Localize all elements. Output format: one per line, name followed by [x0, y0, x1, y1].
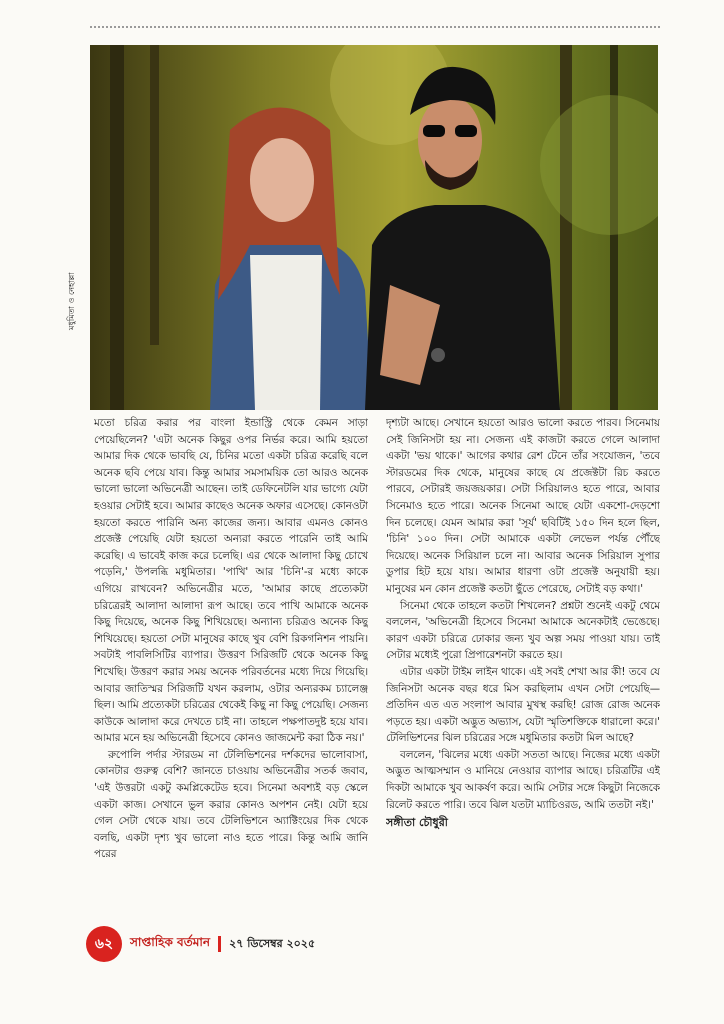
author-name: সঙ্গীতা চৌধুরী: [386, 816, 448, 830]
article-paragraph: দৃশ্যটা আছে। সেখানে হয়তো আরও ভালো করতে পারব। সিনেমায় সেই জিনিসটা হয় না। সেজন্য এই কাজটা করতে গেলে আলাদা একটা 'ভয় থাকে।' আগের কথার রেশ টেনে তাঁর সংযোজন, 'তবে স্টারডমের দিক থেকে, মানুষের কাছে যে প্রজেক্টটা রিচ করতে পারবে, সেটারই জয়জয়কার। সেটা সিরিয়ালও হতে পারে, আবার সিনেমাও হতে পারে। অনেক সিনেমা আছে যেটা একশো-দেড়শো দিন চলেছে। যেমন আমার করা 'সূর্য' ছবিটিই ১৫০ দিন হলে ছিল, 'চিনি' ১০০ দিন। সেটা আমাকে একটা লেভেল পর্যন্ত পৌঁছে দিয়েছে। অনেক সিরিয়াল চলে না। আবার অনেক সিরিয়াল সুপার ডুপার হিট হয়ে যায়। আমার ধারণা ওটা প্রজেক্ট অনুযায়ী হয়। মানুষের মন কোন প্রজেক্ট কতটা ছুঁতে পেরেছে, সেটাই বড় কথা।': [386, 417, 660, 595]
publication-name: সাপ্তাহিক বর্তমান: [130, 935, 211, 949]
article-paragraph: এটার একটা টাইম লাইন থাকে। এই সবই শেখা আর কী! তবে যে জিনিসটা অনেক বছর ধরে মিস করছিলাম এখন সেটা পেয়েছি— প্রতিদিন এত এত সংলাপ আবার মুখস্থ করছি! রোজ রোজ অনেক পড়তে হয়। একটা অদ্ভুত অভ্যাস, যেটা স্মৃতিশক্তিকে ধারালো করে।' টেলিভিশনের ঝিল চরিত্রের সঙ্গে মধুমিতার কতটা মিল আছে?: [386, 665, 660, 745]
issue-date: ২৭ ডিসেম্বর ২০২৫: [229, 936, 316, 950]
footer-separator: [218, 936, 221, 952]
article-paragraph: মতো চরিত্র করার পর বাংলা ইন্ডাস্ট্রি থেকে কেমন সাড়া পেয়েছিলেন? 'এটা অনেক কিছুর ওপর নির্ভর করে। আমি হয়তো আমার দিক থেকে ভাবছি যে, চিনির মতো একটা চরিত্র করেছি বলে অনেক ছবি পেয়ে যাব। কিন্তু আমার সমসাময়িক তো আরও অনেক ভালো ভালো অভিনেত্রী আছেন। তাই ডেফিনেটলি যার ভাগ্যে যেটা হওয়ার সেটাই হবে। আমার কাছেও অনেক অফার এসেছে। কোনওটা হয়তো করতে পারিনি অন্য কাজের জন্য। আবার এমনও কোনও প্রজেক্ট পেয়েছি যেটা হয়তো অন্যরা করতে পারেনি তাই আমি করেছি। এ ভাবেই কাজ করে চলেছি। এর থেকে আলাদা কিছু চোখে পড়েনি,' উপলব্ধি মধুমিতার। 'পাখি' আর 'চিনি'-র মধ্যে কাকে এগিয়ে রাখবেন? অভিনেত্রীর মতে, 'আমার কাছে প্রত্যেকটা চরিত্রেরই আলাদা আলাদা রূপ আছে। তবে পাখি আমাকে অনেক কিছু দিয়েছে, অনেক কিছু শিখিয়েছে। অন্যান্য চরিত্রও অনেক কিছু শিখিয়েছে। হয়তো সেটা মানুষের কাছে খুব বেশি রিকগনিশন পায়নি। সবটাই পাবলিসিটির ব্যাপার। উত্তরণ সিরিজটি থেকে অনেক কিছু শিখেছি। উত্তরণ করার সময় অনেক পরিবর্তনের মধ্যে দিয়ে গিয়েছি। আবার জাতিস্মর সিরিজটি যখন করলাম, ওটার অন্যরকম চ্যালেঞ্জ ছিল। আমি প্রত্যেকটা চরিত্রের থেকেই কিছু না কিছু পেয়েছি। সেজন্য কাউকে আলাদা করে দেখতে চাই না। তাহলে পক্ষপাতদুষ্ট হয়ে যাব। আমার মনে হয় অভিনেত্রী হিসেবে কোনও জাজমেন্ট করা ঠিক নয়।': [94, 417, 368, 745]
article-paragraph: সিনেমা থেকে তাহলে কতটা শিখলেন? প্রশ্নটা শুনেই একটু থেমে বললেন, 'অভিনেত্রী হিসেবে সিনেমা আমাকে অনেকটাই ভেঙেছে। কারণ একটা চরিত্রে ঢোকার জন্য খুব অল্প সময় পাওয়া যায়। তাই সেটার মধ্যেই পুরো প্রিপারেশনটা করতে হয়।: [386, 599, 660, 662]
photo-credit: মধুমিতা ও নেহাল্লা: [67, 272, 76, 330]
top-divider: [90, 26, 660, 28]
article-paragraph: রুপোলি পর্দার স্টারডম না টেলিভিশনের দর্শকদের ভালোবাসা, কোনটার গুরুত্ব বেশি? জানতে চাওয়ায় অভিনেত্রীর সতর্ক জবাব, 'এই উত্তরটা একটু কমপ্লিকেটেড হবে। সিনেমা অবশ্যই বড় স্কেলে একটা কাজ। সেখানে ভুল করার কোনও অপশন নেই। যেটা হয়ে গেল সেটা থেকে যায়। তবে টেলিভিশনে অ্যাক্টিংয়ের দিক থেকে বলছি, একটা দৃশ্য খুব ভালো নাও হতে পারে। কিন্তু আমি জানি পরের: [94, 748, 368, 861]
article-body: [94, 415, 660, 915]
page-number: ৬২: [86, 926, 122, 962]
article-paragraph: বললেন, 'ঝিলের মধ্যে একটা সততা আছে। নিজের মধ্যে একটা অদ্ভুত আত্মসম্মান ও মানিয়ে নেওয়ার ব্যাপার আছে। চরিত্রটির এই দিকটা আমাকে খুব আকর্ষণ করে। আমি সেটার সঙ্গে কিছুটা নিজেকে রিলেট করতে পারি। তবে ঝিল যতটা ম্যাচিওরড, আমি ততটা নই।': [386, 748, 660, 811]
article-photo: [90, 45, 658, 410]
article-column-1: [94, 415, 368, 915]
article-column-2: [386, 415, 660, 915]
page-footer: [86, 926, 506, 962]
